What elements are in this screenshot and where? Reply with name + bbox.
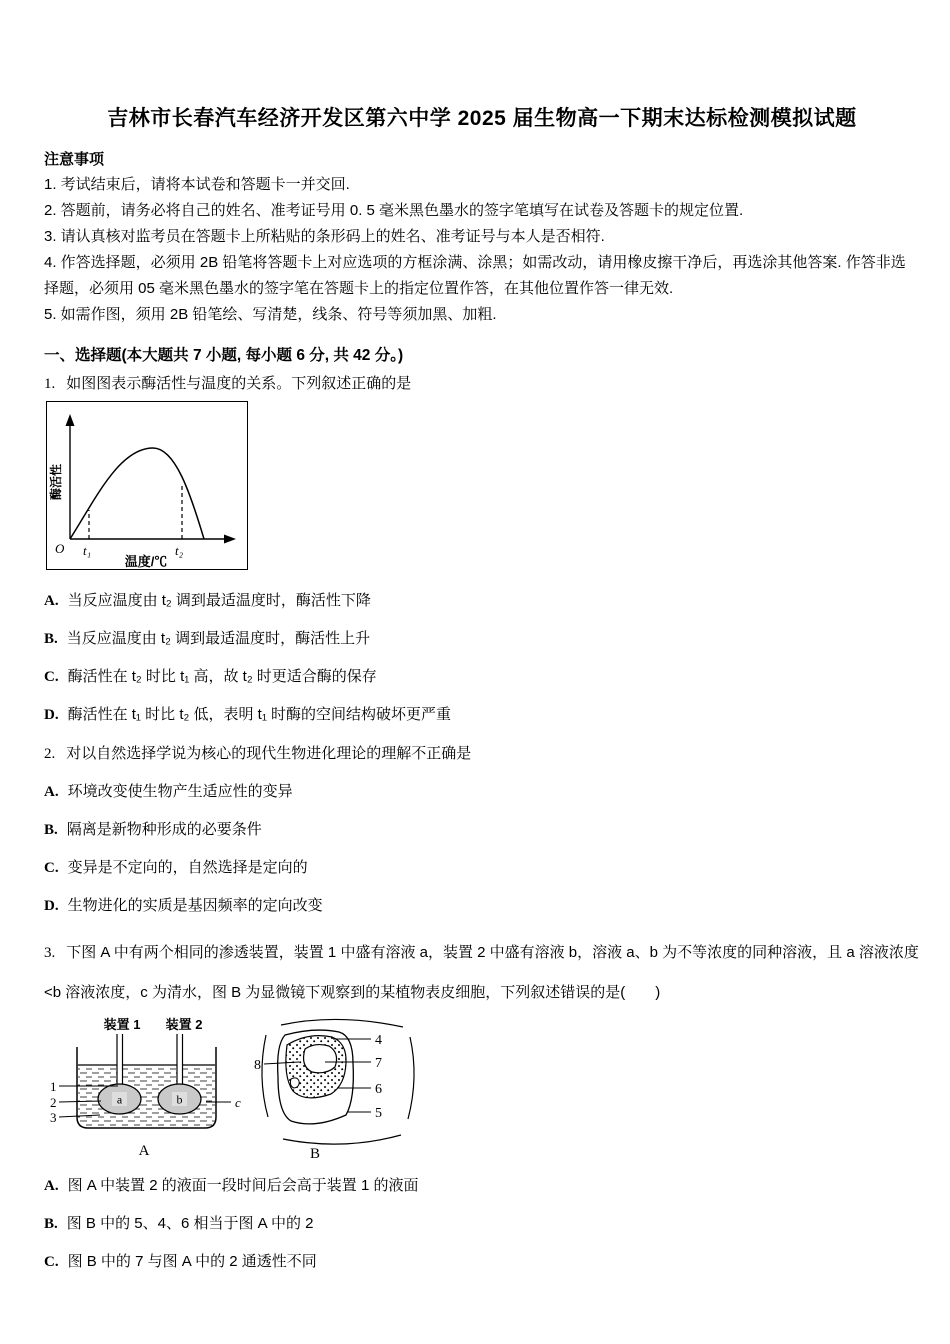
option-text: 酶活性在 t₂ 时比 t₁ 高，故 t₂ 时更适合酶的保存 bbox=[67, 668, 377, 685]
option-label: A. bbox=[44, 1178, 59, 1194]
enzyme-activity-figure bbox=[46, 401, 248, 570]
question-2-stem bbox=[44, 742, 920, 766]
vacuole bbox=[304, 1045, 337, 1073]
neighbor-cell-top bbox=[281, 1019, 403, 1027]
option-row bbox=[44, 666, 920, 688]
option-label: A. bbox=[44, 593, 59, 609]
plant-cell-figure bbox=[253, 1015, 433, 1165]
notice-item: 2. 答题前，请务必将自己的姓名、准考证号用 0. 5 毫米黑色墨水的签字笔填写在试卷及答题卡的规定位置. bbox=[44, 202, 744, 219]
option-row bbox=[44, 704, 920, 726]
notice-item: 1. 考试结束后，请将本试卷和答题卡一并交回. bbox=[44, 176, 350, 193]
option-row bbox=[44, 1213, 920, 1235]
osmosis-devices-figure bbox=[44, 1015, 249, 1160]
option-label: C. bbox=[44, 860, 59, 876]
t2-label: t₂ bbox=[175, 543, 184, 558]
question-3 bbox=[44, 933, 920, 1273]
y-axis-arrow bbox=[66, 414, 75, 426]
option-text: 当反应温度由 t₂ 调到最适温度时，酶活性下降 bbox=[67, 592, 371, 609]
question-text: 对以自然选择学说为核心的现代生物进化理论的理解不正确是 bbox=[66, 745, 472, 762]
option-label: D. bbox=[44, 898, 59, 914]
label-1: 1 bbox=[50, 1079, 57, 1094]
question-number: 3. bbox=[44, 945, 56, 961]
notice-item: 5. 如需作图，须用 2B 铅笔绘、写清楚，线条、符号等须加黑、加粗. bbox=[44, 306, 497, 323]
question-1 bbox=[44, 372, 920, 726]
question-number: 2. bbox=[44, 746, 56, 762]
question-text: 如图图表示酶活性与温度的关系。下列叙述正确的是 bbox=[66, 375, 412, 392]
question-number: 1. bbox=[44, 376, 56, 392]
question-3-options bbox=[44, 1175, 920, 1273]
x-axis-arrow bbox=[224, 535, 236, 544]
enzyme-activity-chart bbox=[47, 402, 245, 569]
question-1-stem bbox=[44, 372, 920, 396]
device-2-label: 装置 2 bbox=[165, 1017, 203, 1032]
option-row bbox=[44, 781, 920, 803]
option-text: 当反应温度由 t₂ 调到最适温度时，酶活性上升 bbox=[66, 630, 371, 647]
label-6: 6 bbox=[375, 1082, 382, 1097]
option-row bbox=[44, 628, 920, 650]
label-7: 7 bbox=[375, 1056, 382, 1071]
option-label: B. bbox=[44, 822, 58, 838]
notice-item: 4. 作答选择题，必须用 2B 铅笔将答题卡上对应选项的方框涂满、涂黑；如需改动，请用橡皮擦干净后，再选涂其他答案. 作答非选择题，必须用 05 毫米黑色墨水的签字笔在答题卡上的指定位置作答，在其他位置作答一律无效. bbox=[44, 254, 906, 297]
enzyme-activity-curve bbox=[70, 448, 204, 539]
label-5: 5 bbox=[375, 1106, 382, 1121]
option-row bbox=[44, 1251, 920, 1273]
option-row bbox=[44, 857, 920, 879]
option-label: D. bbox=[44, 707, 59, 723]
label-2: 2 bbox=[50, 1095, 57, 1110]
option-row bbox=[44, 895, 920, 917]
notice-item: 3. 请认真核对监考员在答题卡上所粘贴的条形码上的姓名、准考证号与本人是否相符. bbox=[44, 228, 605, 245]
label-3: 3 bbox=[50, 1110, 57, 1125]
question-3-stem bbox=[44, 933, 920, 1013]
option-label: B. bbox=[44, 631, 58, 647]
option-label: B. bbox=[44, 1216, 58, 1232]
option-label: C. bbox=[44, 669, 59, 685]
section-heading: 一、选择题(本大题共 7 小题, 每小题 6 分, 共 42 分。) bbox=[44, 347, 404, 364]
tube-2-body bbox=[177, 1034, 183, 1088]
question-2-options bbox=[44, 781, 920, 917]
option-label: A. bbox=[44, 784, 59, 800]
neighbor-cell-left bbox=[262, 1035, 268, 1117]
option-row bbox=[44, 819, 920, 841]
question-3-figures bbox=[44, 1015, 920, 1165]
notice-block bbox=[44, 148, 920, 328]
option-text: 图 B 中的 7 与图 A 中的 2 通透性不同 bbox=[67, 1253, 317, 1270]
option-row bbox=[44, 1175, 920, 1197]
bag-a-label: a bbox=[116, 1092, 123, 1107]
option-row bbox=[44, 590, 920, 612]
label-c: c bbox=[235, 1095, 241, 1110]
label-8: 8 bbox=[254, 1058, 261, 1073]
origin-label: O bbox=[55, 541, 65, 556]
tube-1-body bbox=[117, 1034, 123, 1088]
neighbor-cell-right bbox=[408, 1037, 414, 1119]
question-text: 下图 A 中有两个相同的渗透装置，装置 1 中盛有溶液 a，装置 2 中盛有溶液 b，溶液 a、b 为不等浓度的同种溶液，且 a 溶液浓度<b 溶液浓度，c 为清水，图 B 为显微镜下观察到的某植物表皮细胞，下列叙述错误的是( ) bbox=[44, 944, 919, 1001]
t1-label: t₁ bbox=[83, 543, 92, 558]
option-text: 生物进化的实质是基因频率的定向改变 bbox=[67, 897, 323, 914]
option-label: C. bbox=[44, 1254, 59, 1270]
page-title: 吉林市长春汽车经济开发区第六中学 2025 届生物高一下期末达标检测模拟试题 bbox=[107, 107, 857, 130]
notice-heading: 注意事项 bbox=[44, 151, 105, 168]
figure-a-caption: A bbox=[138, 1143, 150, 1159]
question-1-options bbox=[44, 590, 920, 726]
option-text: 隔离是新物种形成的必要条件 bbox=[66, 821, 262, 838]
nucleus bbox=[290, 1078, 299, 1088]
x-axis-label: 温度/℃ bbox=[124, 554, 168, 569]
option-text: 酶活性在 t₁ 时比 t₂ 低，表明 t₁ 时酶的空间结构破坏更严重 bbox=[67, 706, 452, 723]
question-2 bbox=[44, 742, 920, 917]
option-text: 图 A 中装置 2 的液面一段时间后会高于装置 1 的液面 bbox=[67, 1177, 419, 1194]
bag-b-label: b bbox=[176, 1092, 183, 1107]
option-text: 变异是不定向的，自然选择是定向的 bbox=[67, 859, 308, 876]
figure-b-caption: B bbox=[309, 1146, 321, 1162]
option-text: 环境改变使生物产生适应性的变异 bbox=[67, 783, 293, 800]
option-text: 图 B 中的 5、4、6 相当于图 A 中的 2 bbox=[66, 1215, 314, 1232]
device-1-label: 装置 1 bbox=[103, 1017, 141, 1032]
neighbor-cell-bottom bbox=[283, 1135, 401, 1144]
y-axis-label: 酶活性 bbox=[49, 463, 63, 501]
label-4: 4 bbox=[375, 1033, 382, 1048]
